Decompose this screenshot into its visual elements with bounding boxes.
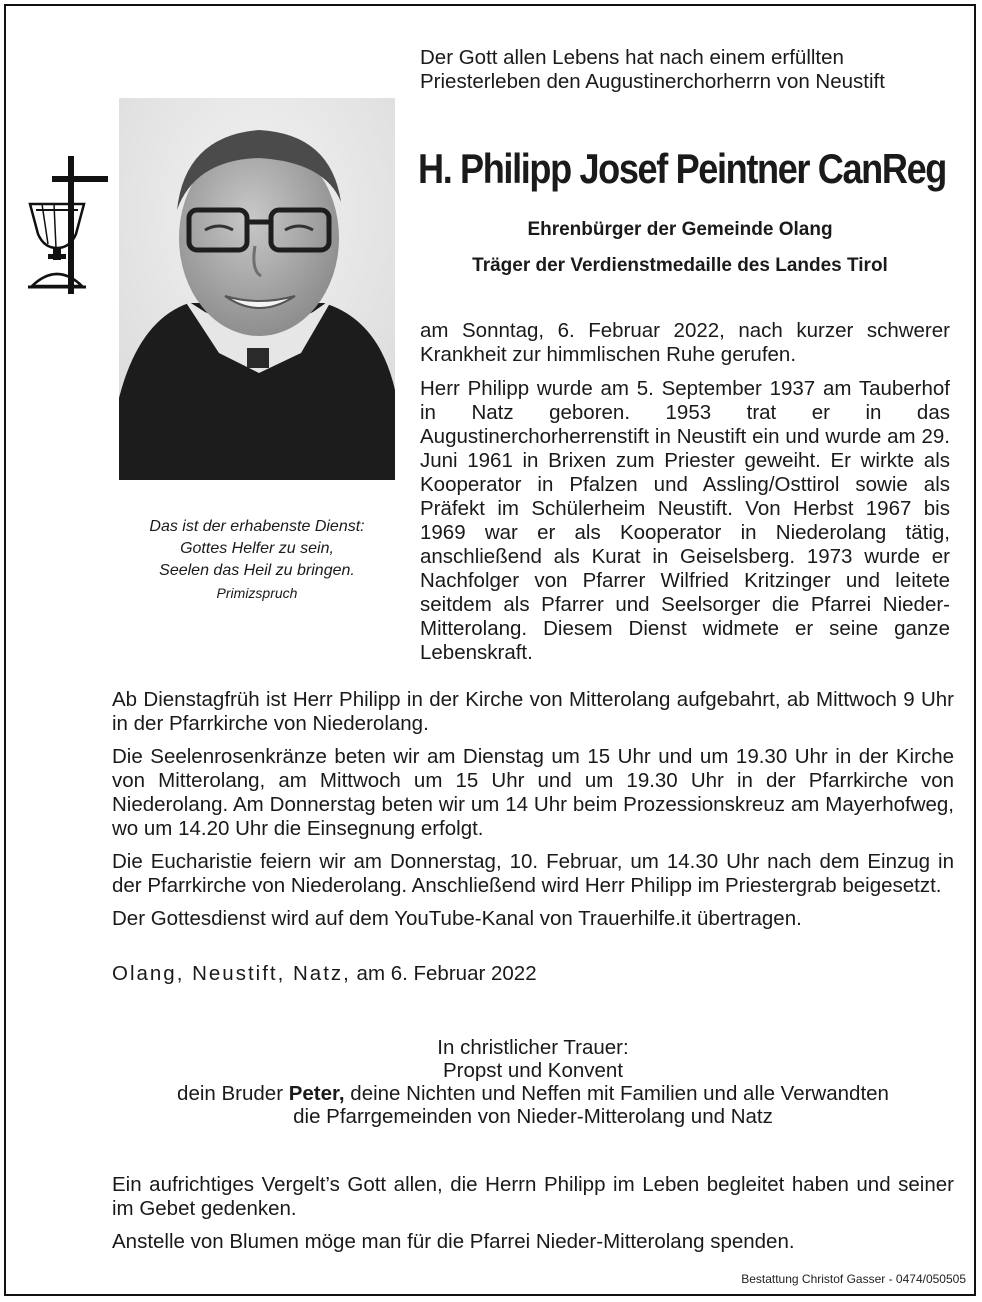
deceased-name: H. Philipp Josef Peintner CanReg xyxy=(418,145,946,192)
portrait-photo xyxy=(119,98,395,480)
honor-title-1: Ehrenbürger der Gemeinde Olang xyxy=(527,219,833,240)
mourners-line-3: die Pfarrgemeinden von Nieder-Mitterolang und Natz xyxy=(293,1105,773,1128)
primiz-quote xyxy=(112,516,402,604)
intro-line-1: Der Gott allen Lebens hat nach einem erfüllten xyxy=(420,46,844,69)
biography xyxy=(420,319,950,675)
closing-paragraph: Anstelle von Blumen möge man für die Pfarrei Nieder-Mitterolang spenden. xyxy=(112,1230,795,1253)
funeral-paragraph: Der Gottesdienst wird auf dem YouTube-Kanal von Trauerhilfe.it übertragen. xyxy=(112,907,802,930)
funeral-paragraph: Ab Dienstagfrüh ist Herr Philipp in der Kirche von Mitterolang aufgebahrt, ab Mittwoch 9 Uhr in der Pfarrkirche von Niederolang. xyxy=(112,688,954,735)
bio-paragraph: am Sonntag, 6. Februar 2022, nach kurzer schwerer Krankheit zur himmlischen Ruhe gerufen. xyxy=(420,319,950,366)
funeral-paragraph: Die Seelenrosenkränze beten wir am Dienstag um 15 Uhr und um 19.30 Uhr in der Kirche von Mitterolang, am Mittwoch um 15 Uhr und um 19.30 Uhr in der Pfarrkirche von Niederolang. Am Donnerstag beten wir um 14 Uhr beim Prozessionskreuz am Mayerhofweg, wo um 14.20 Uhr die Einsegnung erfolgt. xyxy=(112,745,954,840)
place-date xyxy=(112,962,537,986)
intro-text xyxy=(420,46,950,94)
mourners-block xyxy=(112,1036,954,1128)
mourners-line-1: Propst und Konvent xyxy=(442,1059,624,1082)
intro-line-2: Priesterleben den Augustinerchorherrn von Neustift xyxy=(420,70,885,93)
brother-name: Peter, xyxy=(288,1082,345,1105)
date: am 6. Februar 2022 xyxy=(356,962,537,985)
funeral-paragraph: Die Eucharistie feiern wir am Donnerstag, 10. Februar, um 14.30 Uhr nach dem Einzug in der Pfarrkirche von Niederolang. Anschließend wird Herr Philipp im Priestergrab beigesetzt. xyxy=(112,850,954,897)
funeral-home-footer: Bestattung Christof Gasser - 0474/050505 xyxy=(741,1272,966,1286)
cross-chalice-icon xyxy=(24,156,108,296)
bio-paragraph: Herr Philipp wurde am 5. September 1937 am Tauberhof in Natz geboren. 1953 trat er in das Augustinerchorherrenstift in Neustift ein und wurde am 29. Juni 1961 in Brixen zum Priester geweiht. Er wirkte als Kooperator in Pfalzen und Assling/Osttirol sowie als Präfekt im Schülerheim Neustift. Von Herbst 1967 bis 1969 war er als Kooperator in Niederolang tätig, anschließend als Kurat in Geiselsberg. 1973 wurde er Nachfolger von Pfarrer Wilfried Kritzinger und leitete seitdem als Pfarrer und Seelsorger die Pfarrei Nieder-Mitterolang. Diesem Dienst widmete er seine ganze Lebenskraft. xyxy=(420,377,950,664)
mourners-heading: In christlicher Trauer: xyxy=(437,1036,629,1059)
place-names: Olang, Neustift, Natz, xyxy=(112,962,351,985)
quote-line-3: Seelen das Heil zu bringen. xyxy=(159,562,355,579)
obituary-page xyxy=(4,4,976,1296)
quote-line-1: Das ist der erhabenste Dienst: xyxy=(149,518,365,535)
mourners-line-2-pre: dein Bruder xyxy=(177,1082,284,1105)
quote-line-2: Gottes Helfer zu sein, xyxy=(180,540,334,557)
funeral-details xyxy=(112,688,954,940)
honor-title-2: Träger der Verdienstmedaille des Landes Tirol xyxy=(472,255,888,276)
mourners-line-2-post: deine Nichten und Neffen mit Familien und alle Verwandten xyxy=(350,1082,889,1105)
closing-paragraph: Ein aufrichtiges Vergelt’s Gott allen, die Herrn Philipp im Leben begleitet haben und seiner im Gebet gedenken. xyxy=(112,1173,954,1220)
mourners-line-2 xyxy=(112,1082,954,1105)
quote-source: Primizspruch xyxy=(216,585,298,601)
closing-text xyxy=(112,1173,954,1263)
